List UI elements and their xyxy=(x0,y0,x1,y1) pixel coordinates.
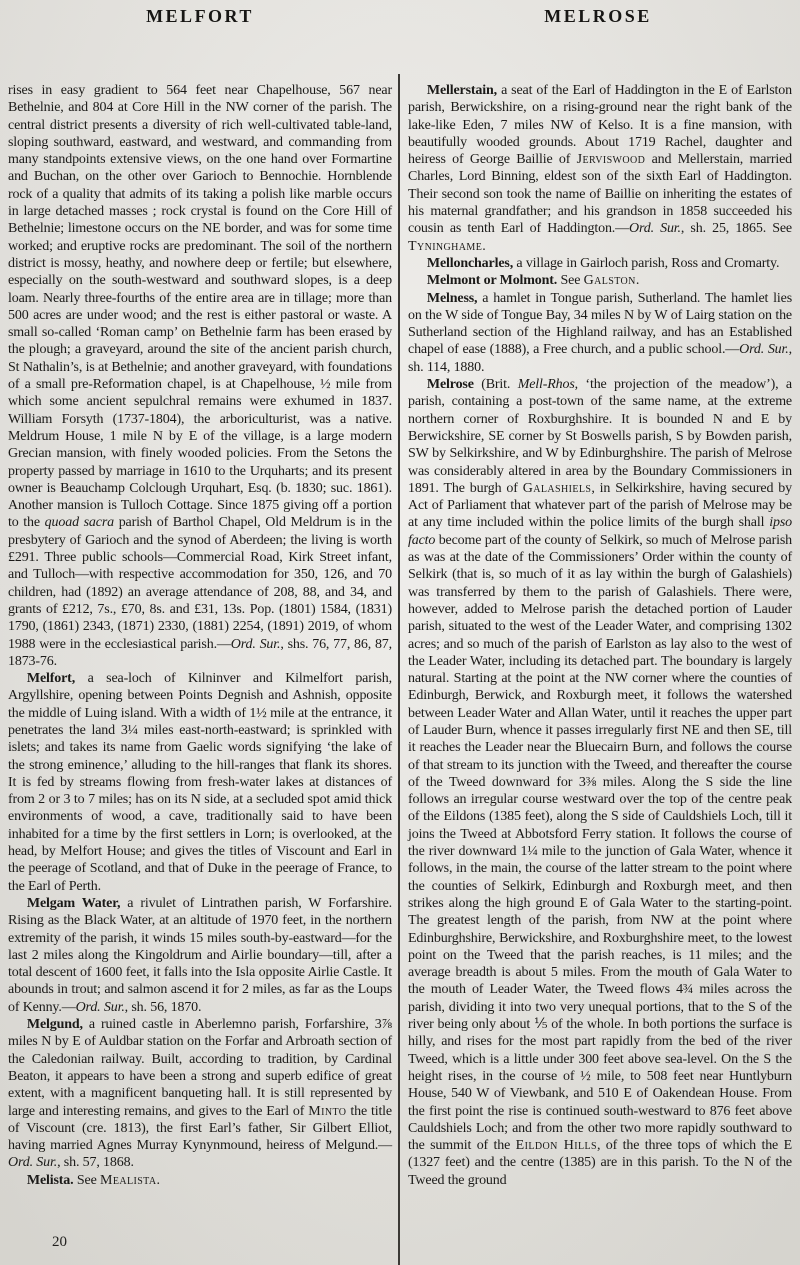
running-head-left: MELFORT xyxy=(146,6,254,26)
cross-reference: Galston xyxy=(583,273,636,289)
entry-melrose xyxy=(408,376,792,1189)
column-right xyxy=(408,82,792,1189)
text-run: , sh. 25, 1865. See xyxy=(680,221,792,237)
cross-reference: Eildon Hills xyxy=(515,1138,597,1154)
text-run: Ord. Sur. xyxy=(629,221,681,237)
text-run: a ruined castle in Aberlemno parish, Forfarshire, 3⅞ miles N by E of Auldbar station on the Forfar and Arbroath section of the Caledonian railway. Built, according to tradition, by Cardinal Beaton, it appears to have been a strong and superb edifice of great extent, with a magnificent banqueting hall. It is still represented by large and interesting remains, and gives to the Earl of xyxy=(8,1017,392,1119)
entry-headword: Melloncharles, xyxy=(426,255,514,271)
text-run: , sh. 56, 1870. xyxy=(124,999,202,1015)
running-head-right: MELROSE xyxy=(544,6,652,26)
cross-reference: Minto xyxy=(308,1103,347,1119)
text-run: See xyxy=(73,1172,100,1188)
text-run: a sea-loch of Kilninver and Kilmelfort parish, Argyllshire, opening between Points Degnish and Ashnish, opposite the middle of Luing island. With a width of 1½ mile at the entrance, it penetrates the land 3¼ miles east-north-eastward; is sprinkled with islets; and takes its name from Gaelic words signifying ‘the lake of the strong eminence,’ alluding to the hill-ranges that flank its shores. It is fed by streams flowing from fresh-water lakes at distances of from 2 or 3 to 7 miles; has on its N side, at a secluded spot amid thick environments of wood, a cave, traditionally said to have been inhabited for a time by the first settlers in Lorn; is overlooked, at the head, by Melfort House; and gives the titles of Viscount and Earl in the peerage of Scotland, and that of Duke in the peerage of France, to the Earl of Perth. xyxy=(8,671,392,894)
text-run: Ord. Sur. xyxy=(75,999,125,1015)
cross-reference: Galashiels xyxy=(522,480,592,496)
entry-headword: Melgund, xyxy=(26,1017,83,1033)
entry-melmont xyxy=(408,272,792,289)
text-run: Ord. Sur. xyxy=(8,1155,58,1171)
text-run: parish of Barthol Chapel, Old Meldrum is in the presbytery of Garioch and the synod of Aberdeen; the living is worth £291. Three public schools—Commercial Road, Kirk Street infant, and Tulloch—with respective accommodation for 350, 126, and 70 children, had (1892) an average attendance of 208, 88, and 34, and grants of £212, 7s., £70, 8s. and £31, 13s. Pop. (1801) 1584, (1831) 1790, (1861) 2343, (1871) 2330, (1881) 2254, (1891) 2019, of whom 1988 were in the ecclesiastical parish.— xyxy=(8,515,392,652)
text-run: , ‘the projection of the meadow’), a parish, containing a post-town of the same name, at the extreme northern corner of Roxburghshire. It is bounded N and E by Berwickshire, SE corner by St Boswells parish, S by Bowden parish, SW by Selkirkshire, and W by Edinburghshire. The parish of Melrose was considerably altered in area by the Boundary Commissioners in 1891. The burgh of xyxy=(408,377,792,496)
text-run: quoad sacra xyxy=(44,515,114,531)
text-run: , shs. 76, 77, 86, 87, 1873-76. xyxy=(8,636,392,669)
text-run: Ord. Sur. xyxy=(739,342,789,358)
entry-continuation xyxy=(8,82,392,670)
text-run: rises in easy gradient to 564 feet near Chapelhouse, 567 near Bethelnie, and 804 at Core Hill in the NW corner of the parish. The central district presents a diversity of rich well-cultivated table-land, sloping southward, eastward, and westward, and commanding from many standpoints extensive views, on the one hand over Formartine and Buchan, on the other over Garioch to Bennochie. Hornblende rock of a quality that admits of its taking a polish like marble occurs in large detached masses ; rock crystal is found on the Core Hill of Bethelnie; limestone occurs on the NE border, and was for some time worked; and eruptive rocks are predominant. The soil of the northern district is mossy, heathy, and nowhere deep or fertile; but elsewhere, especially on the south-westward and southward slopes, is a deep loam. Nearly three-fourths of the entire area are in tillage; more than 500 acres are under wood; and the rest is either pastoral or waste. A small so-called ‘Roman camp’ on Bethelnie farm has been erased by the plough; a graveyard, around the site of the ancient parish church, St Nathalin’s, is at Bethelnie; and another graveyard, with foundations of a small pre-Reformation chapel, is at Chapelhouse, ½ mile from which some ancient sepulchral remains were exhumed in 1837. William Forsyth (1737-1804), the arboriculturist, was a native. Meldrum House, 1 mile N by E of the village, is a large modern Grecian mansion, with finely wooded policies. From the Setons the property passed by marriage in 1610 to the Urquharts; and its present owner is Beauchamp Colclough Urquhart, Esq. (b. 1830; suc. 1861). Another mansion is Tulloch Cottage. Since 1875 giving off a portion to the xyxy=(8,83,392,531)
entry-headword: Melista. xyxy=(26,1172,74,1188)
page-number: 20 xyxy=(52,1234,67,1250)
entry-melgam-water xyxy=(8,895,392,1016)
text-run: a village in Gairloch parish, Ross and Cromarty. xyxy=(513,255,780,271)
text-run: , of the three tops of which the E (1327 feet) and the centre (1385) are in this parish. To the N of the Tweed the ground xyxy=(408,1138,792,1188)
entry-headword: Melrose xyxy=(426,377,474,393)
text-run: Ord. Sur. xyxy=(230,636,281,652)
entry-mellerstain xyxy=(408,82,792,255)
text-run: become part of the county of Selkirk, so much of Melrose parish as was at the date of the Commissioners’ Order within the county of Selkirk (that is, so much of it as lay within the burgh of Galashiels) was transferred by them to the parish of Galashiels. There were, however, added to Melrose parish the detached portion of Lauder parish, situated to the west of the Leader Water, and comprising 1302 acres; and so much of the parish of Earlston as lay also to the west of the Leader Water, including its detached part. The boundary is largely natural. Starting at the point at the NW corner where the counties of Edinburgh, Berwick, and Roxburgh meet, it follows the watershed between Leader Water and Allan Water, until it reaches the upper part of Lauder Burn, whence it passes irregularly first NE and then SE, till it reaches the Leader near the Bluecairn Burn, and follows the course of that stream to its junction with the Tweed, and thereafter the course of the Tweed downward for 3⅜ miles. Along the S side the line follows an irregular course westward over the top of the centre peak of the Eildons (1385 feet), along the S side of Cauldshiels Loch, till it joins the Tweed at Abbotsford Ferry station. It follows the course of the river downward 1¼ mile to the junction of Gala Water, whence it follows, in the main, the course of the latter stream to the point where the counties of Selkirk, Edinburgh and Roxburgh meet, and then strikes along the high ground E of Gala Water to the starting-point. The greatest length of the parish, from NW at the point where Edinburghshire, Berwickshire, and Roxburghshire meet, to the lowest point on the Tweed that the parish reaches, is 11 miles; and the average breadth is about 5 miles. From the mouth of Gala Water to the mouth of Leader Water, the Tweed flows 4¾ miles across the parish, dividing it into two very unequal portions, that to the S of the river being only about ⅕ of the whole. In both portions the surface is hilly, and rises for the most part rapidly from the bed of the river Tweed, which is a little under 300 feet above sea-level. On the S the height rises, in the course of ½ mile, to 508 feet near Huntlyburn House, 540 W of Viewbank, and 510 E of Oakendean House. From the first point the rise is continued south-westward to 876 feet above Cauldshiels Loch; and from the other two more rapidly southward to the summit of the xyxy=(408,532,792,1154)
text-run: (Brit. xyxy=(473,377,518,393)
text-run: Mell-Rhos xyxy=(517,377,575,393)
text-run: a hamlet in Tongue parish, Sutherland. The hamlet lies on the W side of Tongue Bay, 34 miles N by W of Lairg station on the Sutherland section of the Highland railway, and has an Established chapel of ease (1888), a Free church, and a public school.— xyxy=(408,290,792,358)
cross-reference: Tyninghame xyxy=(408,238,483,254)
text-run: ipso facto xyxy=(408,515,792,548)
cross-reference: Jerviswood xyxy=(576,152,646,168)
entry-headword: Melfort, xyxy=(26,671,76,687)
text-run: a seat of the Earl of Haddington in the E of Earlston parish, Berwickshire, on a rising-ground near the right bank of the lake-like Eden, 7 miles NW of Kelso. It is a fine mansion, with beautifully wooded grounds. About 1719 Rachel, daughter and heiress of George Baillie of xyxy=(408,83,792,168)
text-run: , sh. 114, 1880. xyxy=(408,342,792,375)
text-run: . xyxy=(482,238,486,254)
text-run: and Mellerstain, married Charles, Lord Binning, eldest son of the sixth Earl of Haddington. Their second son took the name of Baillie on inheriting the estates of his maternal grandfather; and his grandson in 1858 succeeded his cousin as tenth Earl of Haddington.— xyxy=(408,152,792,237)
entry-melgund xyxy=(8,1016,392,1172)
text-run: the title of Viscount (cre. 1813), the first Earl’s father, Sir Gilbert Elliot, having married Agnes Murray Kynynmound, heiress of Melgund.— xyxy=(8,1103,392,1154)
cross-reference: Mealista xyxy=(99,1172,157,1188)
entry-headword: Melgam Water, xyxy=(26,895,121,911)
text-run: . xyxy=(156,1172,160,1188)
entry-melfort xyxy=(8,670,392,895)
entry-headword: Melmont or Molmont. xyxy=(426,273,558,289)
entry-headword: Melness, xyxy=(426,290,478,306)
text-run: a rivulet of Lintrathen parish, W Forfarshire. Rising as the Black Water, at an altitude of 1970 feet, in the northern extremity of the parish, it winds 15 miles south-by-eastward—for the last 2 miles along the Kingoldrum and Airlie boundary—till, after a total descent of 1600 feet, it falls into the Isla opposite Airlie Castle. It abounds in trout; and salmon ascend it for 2 miles, as far as the Loups of Kenny.— xyxy=(8,895,392,1015)
entry-melness xyxy=(408,290,792,376)
column-left xyxy=(8,82,392,1189)
entry-melista xyxy=(8,1172,392,1189)
text-run: , in Selkirkshire, having secured by Act of Parliament that whatever part of the parish of Melrose may be at any time included within the police limits of the burgh shall xyxy=(408,480,792,531)
text-run: . xyxy=(635,273,640,289)
column-divider xyxy=(398,74,400,1265)
entry-headword: Mellerstain, xyxy=(426,83,498,98)
text-run: , sh. 57, 1868. xyxy=(57,1155,134,1171)
text-run: See xyxy=(557,273,584,289)
entry-melloncharles xyxy=(408,255,792,272)
